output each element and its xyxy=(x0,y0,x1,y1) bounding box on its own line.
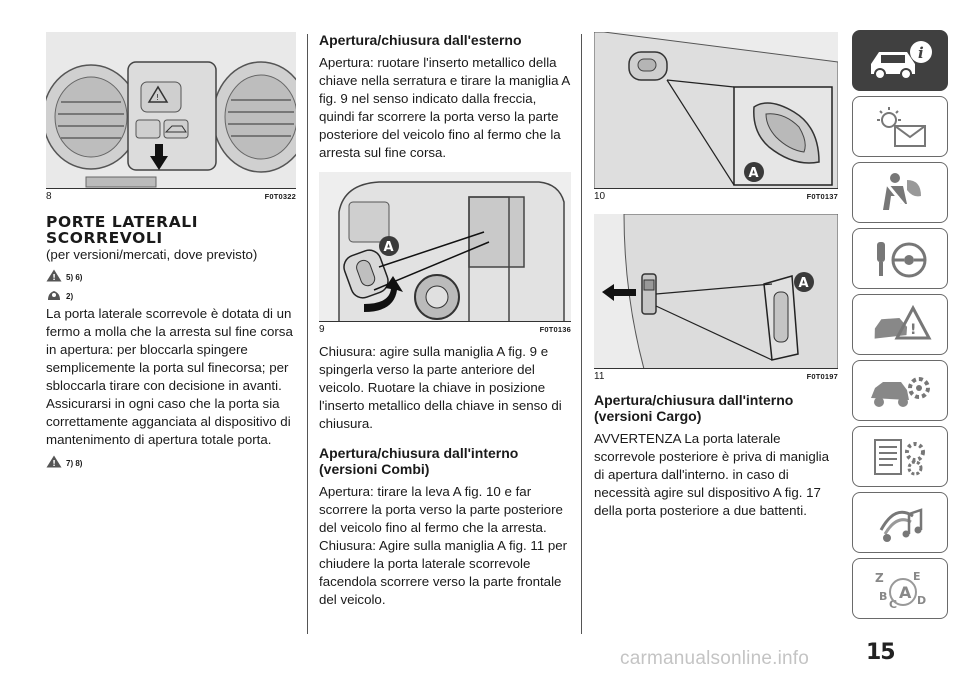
safety-icon xyxy=(865,170,935,216)
environment-reference xyxy=(46,288,296,301)
figure-11-callout: A xyxy=(798,276,809,291)
figure-code: F0T0137 xyxy=(806,192,838,201)
figure-9-callout: A xyxy=(383,240,394,255)
svg-text:i: i xyxy=(918,43,924,62)
tab-starting-driving[interactable] xyxy=(852,228,948,289)
paragraph-exterior-opening: Apertura: ruotare l'inserto metallico della chiave nella serratura e tirare la maniglia A fig. 9 nel senso indicato dalla freccia, quindi far scorrere la porta verso la parte posteriore del veicolo fino al fermo che la arresta sul fine corsa. xyxy=(319,55,570,160)
multimedia-icon xyxy=(865,500,935,546)
svg-text:!: ! xyxy=(52,459,56,468)
figure-9-caption xyxy=(319,324,571,335)
paragraph-door-check: Assicurarsi in ogni caso che la porta sia correttamente agganciata al dispositivo di mantenimento di apertura totale porta. xyxy=(46,396,291,447)
figure-9 xyxy=(319,172,571,322)
interior-lever-illustration xyxy=(594,32,838,189)
svg-text:Z: Z xyxy=(875,570,884,585)
figure-code: F0T0136 xyxy=(539,325,571,334)
figure-number: 9 xyxy=(319,324,325,335)
paragraph-interior-closing: Chiusura: Agire sulla maniglia A fig. 11 per chiudere la porta laterale scorrevole facendola scorrere verso la parte frontale del veicolo. xyxy=(319,538,568,607)
starting-driving-icon xyxy=(865,236,935,282)
figure-number: 8 xyxy=(46,191,52,202)
paragraph-exterior-closing: Chiusura: agire sulla maniglia A fig. 9 e spingerla verso la parte anteriore del veicolo. Ruotare la chiave in posizione l'inserto metallico della chiave in senso di chiusura. xyxy=(319,344,562,431)
svg-text:C: C xyxy=(889,597,898,611)
svg-text:E: E xyxy=(913,569,921,583)
figure-11 xyxy=(594,214,838,369)
heading-line-2: (versioni Combi) xyxy=(319,461,430,477)
paragraph-cargo-warning: AVVERTENZA La porta laterale scorrevole posteriore è priva di maniglia di apertura dall'interno. in caso di necessità agire sul dispositivo A fig. 17 della porta posteriore a due battenti. xyxy=(594,431,830,518)
heading-exterior: Apertura/chiusura dall'esterno xyxy=(319,32,522,48)
column-divider-1 xyxy=(307,34,308,634)
vehicle-info-icon xyxy=(865,38,935,84)
section-title-line-2: SCORREVOLI xyxy=(46,229,163,247)
paragraph-door-spring: La porta laterale scorrevole è dotata di un fermo a molla che la arresta sul fine corsa in apertura: per bloccarla spingere semplicemente la porta sul finecorsa; per sbloccarla tirare con decisione in avanti. xyxy=(46,306,293,393)
section-title-line-1: PORTE LATERALI xyxy=(46,213,199,231)
warning-triangle-icon xyxy=(46,269,62,282)
environment-ref-text: 2) xyxy=(66,292,74,301)
watermark: carmanualsonline.info xyxy=(620,648,810,669)
tab-safety[interactable] xyxy=(852,162,948,223)
heading-interior-combi xyxy=(319,445,571,477)
emergency-icon xyxy=(865,302,935,348)
warning-reference-2 xyxy=(46,455,296,468)
warning-ref-text: 7) 8) xyxy=(66,459,83,468)
figure-10 xyxy=(594,32,838,189)
van-exterior-illustration xyxy=(319,172,571,322)
svg-text:B: B xyxy=(879,589,888,603)
alphabetical-index-icon xyxy=(865,566,935,612)
tab-emergency[interactable] xyxy=(852,294,948,355)
paragraph-interior-opening: Apertura: tirare la leva A fig. 10 e far scorrere la porta verso la parte posteriore del veicolo fino al fermo che la arresta. xyxy=(319,484,563,535)
maintenance-icon xyxy=(865,368,935,414)
tab-technical-data[interactable] xyxy=(852,426,948,487)
cargo-door-illustration xyxy=(594,214,838,369)
technical-data-icon xyxy=(865,434,935,480)
page-number: 15 xyxy=(866,640,895,665)
figure-10-caption xyxy=(594,191,838,202)
heading-line-2: (versioni Cargo) xyxy=(594,408,702,424)
figure-number: 10 xyxy=(594,191,606,202)
heading-line-1: Apertura/chiusura dall'interno xyxy=(594,392,794,408)
figure-10-callout: A xyxy=(748,166,759,181)
tab-index[interactable] xyxy=(852,558,948,619)
figure-8-caption xyxy=(46,191,296,202)
svg-text:!: ! xyxy=(156,93,160,102)
figure-11-caption xyxy=(594,371,838,382)
tab-maintenance[interactable] xyxy=(852,360,948,421)
tab-multimedia[interactable] xyxy=(852,492,948,553)
heading-line-1: Apertura/chiusura dall'interno xyxy=(319,445,519,461)
svg-text:!: ! xyxy=(52,273,56,282)
column-2 xyxy=(319,32,571,609)
section-title xyxy=(46,214,296,246)
section-subtitle: (per versioni/mercati, dove previsto) xyxy=(46,247,258,262)
column-3 xyxy=(594,32,838,520)
svg-text:!: ! xyxy=(910,321,917,338)
column-1 xyxy=(46,32,296,472)
chapter-tabs xyxy=(852,30,952,624)
figure-number: 11 xyxy=(594,371,605,382)
tab-vehicle-info[interactable] xyxy=(852,30,948,91)
svg-text:A: A xyxy=(899,582,912,602)
column-divider-2 xyxy=(581,34,582,634)
warning-triangle-icon xyxy=(46,455,62,468)
environment-hand-icon xyxy=(46,288,62,301)
svg-text:D: D xyxy=(917,593,927,607)
heading-interior-cargo xyxy=(594,392,838,424)
figure-8 xyxy=(46,32,296,189)
warning-lights-icon xyxy=(865,104,935,150)
figure-code: F0T0322 xyxy=(264,192,296,201)
tab-warning-lights[interactable] xyxy=(852,96,948,157)
figure-code: F0T0197 xyxy=(806,372,838,381)
warning-reference xyxy=(46,269,296,282)
dashboard-vent-illustration xyxy=(46,32,296,189)
warning-ref-text: 5) 6) xyxy=(66,273,83,282)
